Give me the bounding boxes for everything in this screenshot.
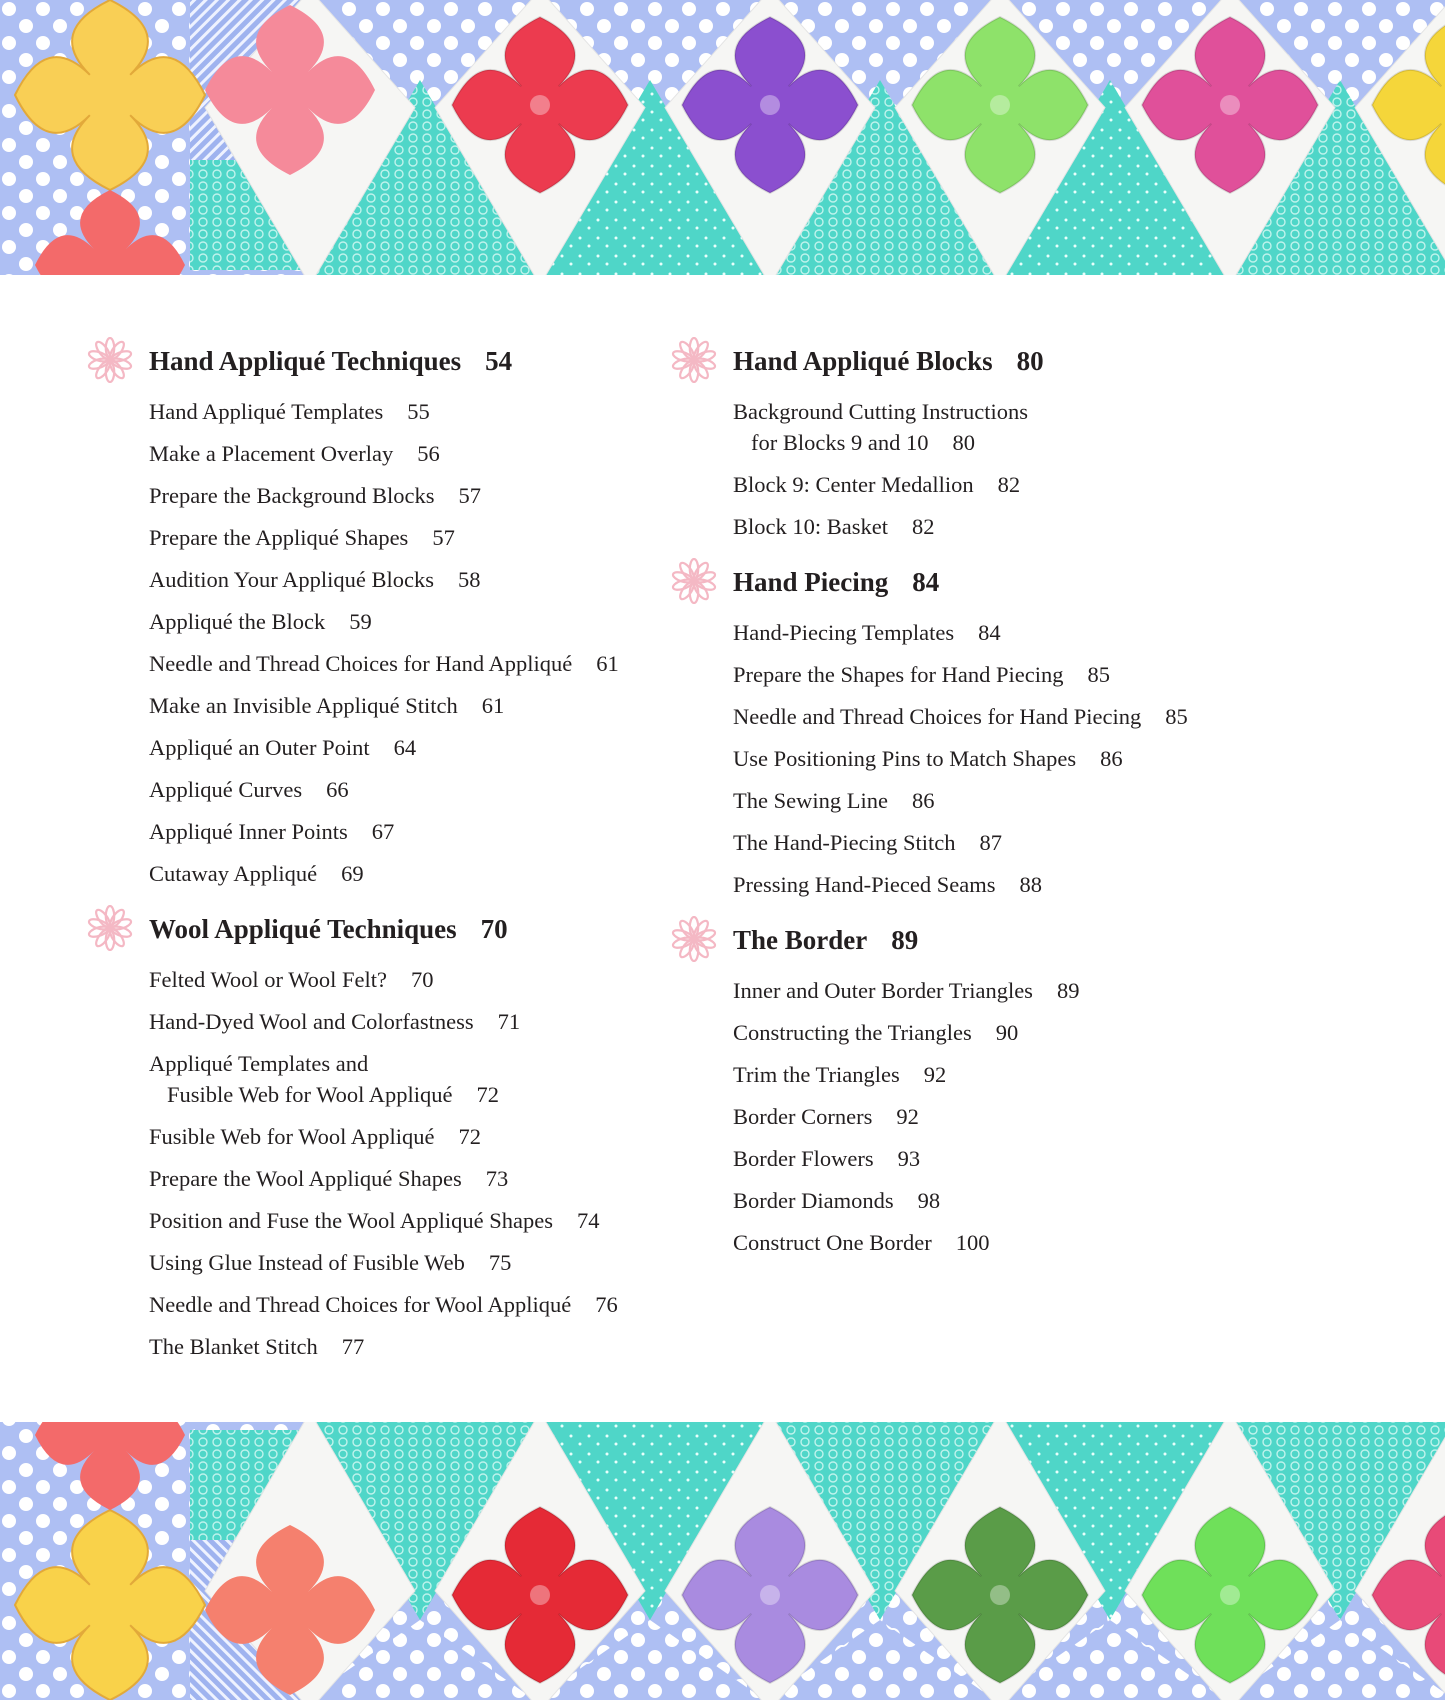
toc-entry[interactable] — [149, 480, 667, 511]
toc-section — [671, 566, 1291, 900]
section-title: Hand Piecing — [733, 567, 889, 597]
section-title: The Border — [733, 925, 868, 955]
section-heading[interactable] — [87, 345, 667, 377]
entry-title: Border Flowers — [733, 1146, 874, 1171]
entry-title: Background Cutting Instructions — [733, 399, 1028, 424]
toc-entry[interactable] — [149, 1006, 667, 1037]
entry-page-number: 86 — [911, 788, 935, 813]
entry-page-number: 77 — [341, 1334, 365, 1359]
entry-title: Appliqué an Outer Point — [149, 735, 370, 760]
entry-title: Appliqué the Block — [149, 609, 326, 634]
toc-entry[interactable] — [149, 648, 667, 679]
entry-page-number: 80 — [952, 430, 975, 455]
section-page-number: 89 — [891, 925, 919, 955]
toc-entry[interactable] — [733, 469, 1291, 500]
section-heading[interactable] — [671, 566, 1291, 598]
entry-page-number: 75 — [488, 1250, 512, 1275]
toc-entry[interactable] — [733, 743, 1291, 774]
entry-page-number: 98 — [917, 1188, 941, 1213]
entry-title-continued-text: Fusible Web for Wool Appliqué — [167, 1082, 453, 1107]
toc-entry[interactable] — [733, 511, 1291, 542]
toc-entry[interactable] — [149, 1289, 667, 1320]
flower-icon — [671, 916, 717, 962]
entry-title: Position and Fuse the Wool Appliqué Shapes — [149, 1208, 554, 1233]
entry-page-number: 86 — [1100, 746, 1123, 771]
entry-title: Needle and Thread Choices for Hand Appliqué — [149, 651, 573, 676]
toc-entry-list — [87, 396, 667, 889]
entry-page-number: 92 — [923, 1062, 947, 1087]
toc-entry[interactable] — [149, 858, 667, 889]
entry-title: Audition Your Appliqué Blocks — [149, 567, 435, 592]
toc-entry-list — [671, 975, 1291, 1258]
entry-page-number: 82 — [911, 514, 935, 539]
section-title: Hand Appliqué Blocks — [733, 346, 993, 376]
entry-title: Inner and Outer Border Triangles — [733, 978, 1033, 1003]
toc-section — [671, 924, 1291, 1258]
entry-page-number: 74 — [577, 1208, 600, 1233]
entry-page-number: 82 — [997, 472, 1021, 497]
entry-page-number: 93 — [897, 1146, 921, 1171]
entry-title: Border Diamonds — [733, 1188, 894, 1213]
flower-icon — [87, 337, 133, 383]
entry-title: Prepare the Appliqué Shapes — [149, 525, 409, 550]
entry-title: Border Corners — [733, 1104, 873, 1129]
toc-entry[interactable] — [733, 1101, 1291, 1132]
entry-title: Use Positioning Pins to Match Shapes — [733, 746, 1077, 771]
entry-page-number: 61 — [481, 693, 505, 718]
entry-page-number: 69 — [341, 861, 364, 886]
toc-entry[interactable] — [149, 1205, 667, 1236]
entry-title: Needle and Thread Choices for Hand Piecing — [733, 704, 1142, 729]
flower-icon — [671, 337, 717, 383]
entry-title: The Hand-Piecing Stitch — [733, 830, 956, 855]
entry-title: Hand-Piecing Templates — [733, 620, 955, 645]
toc-entry[interactable] — [149, 964, 667, 995]
entry-page-number: 58 — [458, 567, 481, 592]
entry-page-number: 59 — [349, 609, 372, 634]
entry-title: Prepare the Wool Appliqué Shapes — [149, 1166, 462, 1191]
entry-page-number: 66 — [326, 777, 349, 802]
section-title: Wool Appliqué Techniques — [149, 914, 457, 944]
entry-page-number: 85 — [1087, 662, 1111, 687]
toc-entry-list — [87, 964, 667, 1362]
entry-title: Block 9: Center Medallion — [733, 472, 974, 497]
entry-title: The Blanket Stitch — [149, 1334, 318, 1359]
toc-entry[interactable] — [733, 1143, 1291, 1174]
entry-title: Make an Invisible Appliqué Stitch — [149, 693, 458, 718]
entry-page-number: 85 — [1165, 704, 1188, 729]
entry-page-number: 92 — [896, 1104, 919, 1129]
entry-title: Fusible Web for Wool Appliqué — [149, 1124, 435, 1149]
entry-page-number: 84 — [978, 620, 1001, 645]
entry-page-number: 87 — [979, 830, 1002, 855]
toc-entry-list — [671, 617, 1291, 900]
toc-entry[interactable] — [149, 1331, 667, 1362]
toc-entry[interactable] — [733, 975, 1291, 1006]
toc-entry[interactable] — [149, 438, 667, 469]
toc-entry[interactable] — [149, 732, 667, 763]
entry-page-number: 89 — [1056, 978, 1080, 1003]
entry-title-continued-text: for Blocks 9 and 10 — [751, 430, 929, 455]
entry-page-number: 57 — [458, 483, 482, 508]
entry-page-number: 71 — [497, 1009, 521, 1034]
toc-entry[interactable] — [733, 701, 1291, 732]
entry-title: Prepare the Shapes for Hand Piecing — [733, 662, 1064, 687]
entry-page-number: 61 — [596, 651, 619, 676]
toc-entry[interactable] — [149, 396, 667, 427]
entry-title: Constructing the Triangles — [733, 1020, 972, 1045]
section-title: Hand Appliqué Techniques — [149, 346, 462, 376]
section-page-number: 70 — [480, 914, 508, 944]
entry-page-number: 88 — [1019, 872, 1042, 897]
toc-entry[interactable] — [733, 827, 1291, 858]
section-page-number: 80 — [1016, 346, 1044, 376]
toc-column-left — [87, 345, 667, 1386]
toc-section — [671, 345, 1291, 542]
toc-entry[interactable] — [149, 1247, 667, 1278]
toc-entry[interactable] — [733, 659, 1291, 690]
toc-entry[interactable] — [733, 1059, 1291, 1090]
section-heading[interactable] — [671, 924, 1291, 956]
section-heading[interactable] — [87, 913, 667, 945]
entry-title: Construct One Border — [733, 1230, 932, 1255]
entry-title: Needle and Thread Choices for Wool Appliqué — [149, 1292, 572, 1317]
entry-title: Appliqué Inner Points — [149, 819, 348, 844]
entry-title: Hand-Dyed Wool and Colorfastness — [149, 1009, 474, 1034]
flower-icon — [87, 905, 133, 951]
entry-title: Prepare the Background Blocks — [149, 483, 435, 508]
toc-section — [87, 913, 667, 1362]
toc-entry[interactable] — [733, 617, 1291, 648]
toc-entry[interactable] — [733, 1185, 1291, 1216]
toc-entry[interactable] — [149, 1121, 667, 1152]
entry-title-continued — [733, 427, 1291, 458]
toc-entry[interactable] — [149, 1048, 667, 1110]
entry-title: Trim the Triangles — [733, 1062, 900, 1087]
entry-page-number: 56 — [417, 441, 440, 466]
toc-entry[interactable] — [149, 606, 667, 637]
quilt-photo-bottom — [0, 1422, 1445, 1700]
section-heading[interactable] — [671, 345, 1291, 377]
entry-page-number: 90 — [995, 1020, 1019, 1045]
entry-title: Felted Wool or Wool Felt? — [149, 967, 388, 992]
entry-page-number: 70 — [411, 967, 434, 992]
toc-entry[interactable] — [149, 564, 667, 595]
toc-entry[interactable] — [149, 816, 667, 847]
toc-entry[interactable] — [733, 1227, 1291, 1258]
toc-entry[interactable] — [149, 1163, 667, 1194]
entry-page-number: 76 — [595, 1292, 618, 1317]
entry-title-continued — [149, 1079, 667, 1110]
entry-title: Cutaway Appliqué — [149, 861, 318, 886]
entry-page-number: 64 — [393, 735, 417, 760]
quilt-photo-top — [0, 0, 1445, 275]
entry-title: Using Glue Instead of Fusible Web — [149, 1250, 465, 1275]
entry-title: Appliqué Templates and — [149, 1051, 369, 1076]
toc-column-right — [671, 345, 1291, 1282]
entry-page-number: 55 — [407, 399, 430, 424]
flower-icon — [671, 558, 717, 604]
section-page-number: 84 — [912, 567, 940, 597]
entry-title: Hand Appliqué Templates — [149, 399, 384, 424]
entry-title: The Sewing Line — [733, 788, 888, 813]
entry-page-number: 72 — [476, 1082, 500, 1107]
toc-section — [87, 345, 667, 889]
toc-entry[interactable] — [733, 396, 1291, 458]
entry-page-number: 72 — [458, 1124, 482, 1149]
entry-page-number: 100 — [955, 1230, 990, 1255]
toc-entry[interactable] — [149, 774, 667, 805]
entry-page-number: 67 — [371, 819, 395, 844]
entry-title: Appliqué Curves — [149, 777, 303, 802]
section-page-number: 54 — [485, 346, 513, 376]
toc-entry[interactable] — [149, 522, 667, 553]
toc-entry-list — [671, 396, 1291, 542]
toc-entry[interactable] — [733, 869, 1291, 900]
entry-title: Block 10: Basket — [733, 514, 888, 539]
entry-title: Make a Placement Overlay — [149, 441, 394, 466]
entry-page-number: 57 — [432, 525, 455, 550]
toc-entry[interactable] — [733, 1017, 1291, 1048]
entry-title: Pressing Hand-Pieced Seams — [733, 872, 996, 897]
toc-entry[interactable] — [733, 785, 1291, 816]
entry-page-number: 73 — [485, 1166, 509, 1191]
toc-entry[interactable] — [149, 690, 667, 721]
